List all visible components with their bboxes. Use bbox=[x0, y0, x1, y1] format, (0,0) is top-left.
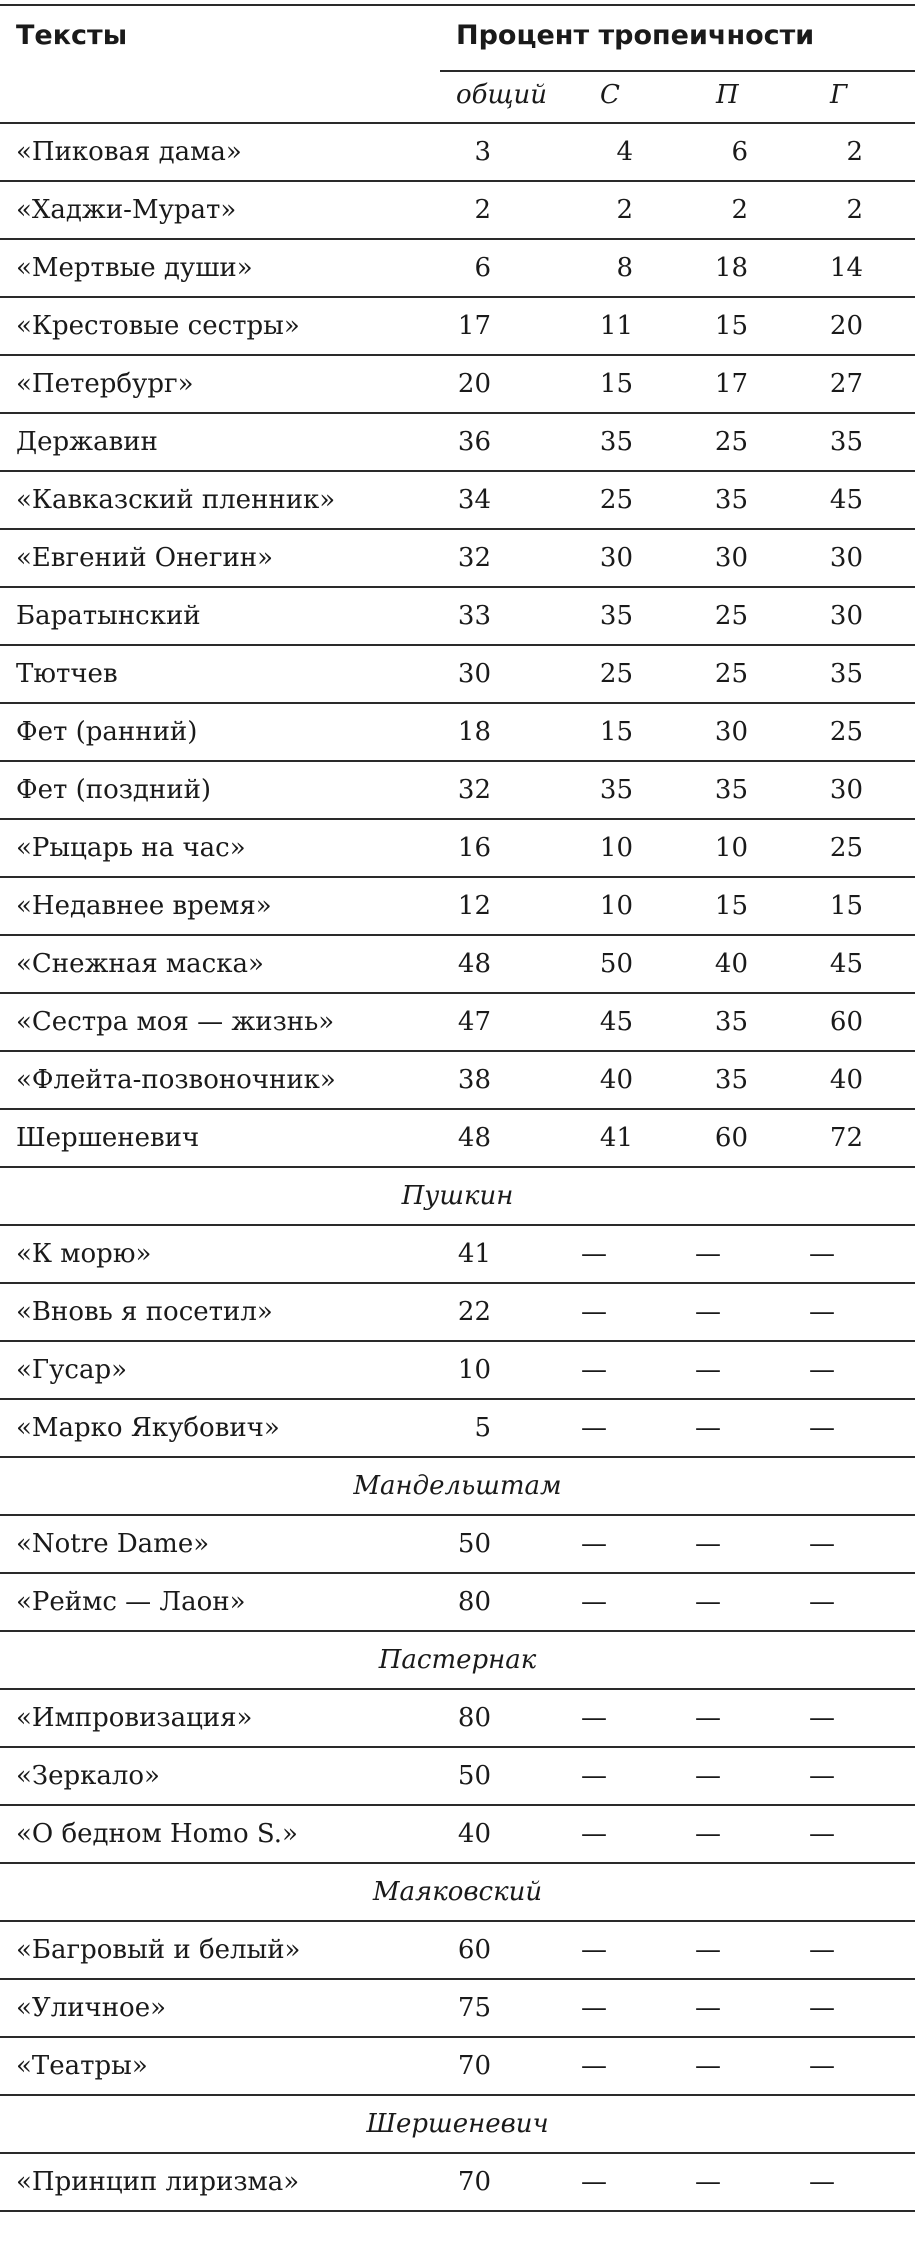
cell-s: 50 bbox=[599, 949, 633, 979]
cell-p: 30 bbox=[714, 543, 748, 573]
cell-total: 20 bbox=[457, 369, 491, 399]
cell-text-title: «Уличное» bbox=[16, 1993, 167, 2023]
cell-g: 27 bbox=[829, 369, 863, 399]
cell-total: 48 bbox=[457, 949, 491, 979]
table-row bbox=[0, 704, 915, 762]
cell-s: 15 bbox=[599, 717, 633, 747]
cell-text-title: «Вновь я посетил» bbox=[16, 1297, 273, 1327]
cell-total: 32 bbox=[457, 543, 491, 573]
cell-p: — bbox=[695, 1587, 721, 1617]
cell-s: — bbox=[581, 1355, 607, 1385]
cell-p: 25 bbox=[714, 659, 748, 689]
table-row bbox=[0, 1806, 915, 1864]
cell-p: — bbox=[695, 1819, 721, 1849]
cell-p: 30 bbox=[714, 717, 748, 747]
cell-text-title: «О бедном Homo S.» bbox=[16, 1819, 298, 1849]
cell-p: 40 bbox=[714, 949, 748, 979]
cell-g: — bbox=[809, 1355, 835, 1385]
cell-total: 80 bbox=[457, 1703, 491, 1733]
cell-p: — bbox=[695, 1935, 721, 1965]
cell-text-title: «Флейта-позвоночник» bbox=[16, 1065, 336, 1095]
cell-g: 30 bbox=[829, 601, 863, 631]
cell-text-title: «Импровизация» bbox=[16, 1703, 253, 1733]
table-row bbox=[0, 646, 915, 704]
cell-total: 22 bbox=[457, 1297, 491, 1327]
table-row bbox=[0, 472, 915, 530]
cell-s: 11 bbox=[599, 311, 633, 341]
cell-p: — bbox=[695, 1703, 721, 1733]
cell-s: 35 bbox=[599, 601, 633, 631]
cell-g: 20 bbox=[829, 311, 863, 341]
table-row bbox=[0, 936, 915, 994]
cell-s: 40 bbox=[599, 1065, 633, 1095]
table-row bbox=[0, 762, 915, 820]
cell-total: 30 bbox=[457, 659, 491, 689]
cell-text-title: «Кавказский пленник» bbox=[16, 485, 336, 515]
cell-s: — bbox=[581, 1819, 607, 1849]
cell-g: 25 bbox=[829, 833, 863, 863]
cell-text-title: «Мертвые души» bbox=[16, 253, 253, 283]
table-row bbox=[0, 182, 915, 240]
cell-total: 34 bbox=[457, 485, 491, 515]
cell-text-title: Тютчев bbox=[16, 659, 118, 689]
cell-g: — bbox=[809, 1239, 835, 1269]
cell-text-title: «Принцип лиризма» bbox=[16, 2167, 300, 2197]
cell-total: 38 bbox=[457, 1065, 491, 1095]
header-group-rule bbox=[440, 70, 915, 72]
cell-g: 40 bbox=[829, 1065, 863, 1095]
cell-total: 18 bbox=[457, 717, 491, 747]
cell-s: 10 bbox=[599, 891, 633, 921]
cell-g: — bbox=[809, 1761, 835, 1791]
section-row bbox=[0, 1458, 915, 1516]
cell-g: 45 bbox=[829, 949, 863, 979]
cell-s: — bbox=[581, 1761, 607, 1791]
cell-g: — bbox=[809, 2051, 835, 2081]
cell-p: — bbox=[695, 1993, 721, 2023]
cell-text-title: Фет (ранний) bbox=[16, 717, 198, 747]
cell-total: 5 bbox=[474, 1413, 491, 1443]
cell-s: 10 bbox=[599, 833, 633, 863]
cell-s: — bbox=[581, 1703, 607, 1733]
table-row bbox=[0, 124, 915, 182]
cell-p: 2 bbox=[731, 195, 748, 225]
cell-s: — bbox=[581, 1587, 607, 1617]
section-row bbox=[0, 2096, 915, 2154]
table-row bbox=[0, 820, 915, 878]
cell-p: 35 bbox=[714, 775, 748, 805]
header-sub-s: С bbox=[600, 80, 620, 110]
cell-s: — bbox=[581, 2051, 607, 2081]
cell-g: 60 bbox=[829, 1007, 863, 1037]
cell-p: 60 bbox=[714, 1123, 748, 1153]
header-sub-total: общий bbox=[456, 80, 548, 110]
cell-p: 35 bbox=[714, 1007, 748, 1037]
section-row bbox=[0, 1168, 915, 1226]
cell-total: 75 bbox=[457, 1993, 491, 2023]
cell-total: 41 bbox=[457, 1239, 491, 1269]
cell-total: 80 bbox=[457, 1587, 491, 1617]
cell-total: 6 bbox=[474, 253, 491, 283]
table-row bbox=[0, 1110, 915, 1168]
header-sub-p: П bbox=[716, 80, 739, 110]
cell-s: 25 bbox=[599, 659, 633, 689]
cell-total: 70 bbox=[457, 2167, 491, 2197]
cell-g: 15 bbox=[829, 891, 863, 921]
cell-text-title: «Крестовые сестры» bbox=[16, 311, 300, 341]
cell-s: 25 bbox=[599, 485, 633, 515]
cell-p: 17 bbox=[714, 369, 748, 399]
table-row bbox=[0, 994, 915, 1052]
cell-p: 35 bbox=[714, 485, 748, 515]
cell-p: 25 bbox=[714, 601, 748, 631]
table-row bbox=[0, 2038, 915, 2096]
table-row bbox=[0, 878, 915, 936]
header-group-label: Процент тропеичности bbox=[456, 20, 815, 51]
cell-g: — bbox=[809, 1993, 835, 2023]
cell-g: 45 bbox=[829, 485, 863, 515]
cell-total: 47 bbox=[457, 1007, 491, 1037]
cell-text-title: «Хаджи-Мурат» bbox=[16, 195, 237, 225]
header-texts-label: Тексты bbox=[16, 20, 128, 51]
table-header bbox=[0, 6, 915, 124]
cell-g: — bbox=[809, 1529, 835, 1559]
cell-s: — bbox=[581, 1297, 607, 1327]
cell-g: 35 bbox=[829, 659, 863, 689]
cell-g: 72 bbox=[829, 1123, 863, 1153]
table-row bbox=[0, 588, 915, 646]
cell-s: — bbox=[581, 1935, 607, 1965]
cell-text-title: «Пиковая дама» bbox=[16, 137, 242, 167]
table-body bbox=[0, 124, 915, 2212]
section-title: Мандельштам bbox=[353, 1471, 562, 1501]
cell-text-title: «Снежная маска» bbox=[16, 949, 264, 979]
cell-total: 36 bbox=[457, 427, 491, 457]
header-sub-g: Г bbox=[830, 80, 848, 110]
cell-total: 10 bbox=[457, 1355, 491, 1385]
cell-s: — bbox=[581, 2167, 607, 2197]
cell-text-title: «Петербург» bbox=[16, 369, 194, 399]
cell-text-title: «Реймс — Лаон» bbox=[16, 1587, 246, 1617]
cell-text-title: Фет (поздний) bbox=[16, 775, 212, 805]
cell-text-title: Державин bbox=[16, 427, 158, 457]
cell-text-title: «Недавнее время» bbox=[16, 891, 272, 921]
cell-p: — bbox=[695, 2051, 721, 2081]
cell-s: 2 bbox=[616, 195, 633, 225]
cell-g: 35 bbox=[829, 427, 863, 457]
cell-g: 30 bbox=[829, 775, 863, 805]
cell-total: 2 bbox=[474, 195, 491, 225]
cell-p: — bbox=[695, 1761, 721, 1791]
cell-p: — bbox=[695, 1355, 721, 1385]
table-row bbox=[0, 1574, 915, 1632]
cell-p: — bbox=[695, 1413, 721, 1443]
cell-total: 32 bbox=[457, 775, 491, 805]
cell-s: 35 bbox=[599, 775, 633, 805]
table-row bbox=[0, 1980, 915, 2038]
table-row bbox=[0, 1284, 915, 1342]
cell-text-title: Шершеневич bbox=[16, 1123, 200, 1153]
cell-text-title: «Гусар» bbox=[16, 1355, 128, 1385]
table-row bbox=[0, 2154, 915, 2212]
table-row bbox=[0, 240, 915, 298]
table-row bbox=[0, 298, 915, 356]
cell-p: — bbox=[695, 2167, 721, 2197]
cell-p: — bbox=[695, 1239, 721, 1269]
cell-total: 48 bbox=[457, 1123, 491, 1153]
cell-g: 14 bbox=[829, 253, 863, 283]
cell-text-title: «Театры» bbox=[16, 2051, 148, 2081]
cell-total: 17 bbox=[457, 311, 491, 341]
table-row bbox=[0, 1342, 915, 1400]
cell-s: — bbox=[581, 1993, 607, 2023]
table-row bbox=[0, 1052, 915, 1110]
cell-s: — bbox=[581, 1529, 607, 1559]
table-row bbox=[0, 356, 915, 414]
cell-g: 30 bbox=[829, 543, 863, 573]
cell-text-title: Баратынский bbox=[16, 601, 201, 631]
cell-s: 30 bbox=[599, 543, 633, 573]
cell-total: 60 bbox=[457, 1935, 491, 1965]
cell-g: 2 bbox=[846, 195, 863, 225]
cell-p: — bbox=[695, 1297, 721, 1327]
cell-g: — bbox=[809, 2167, 835, 2197]
cell-text-title: «Рыцарь на час» bbox=[16, 833, 246, 863]
section-row bbox=[0, 1632, 915, 1690]
table-row bbox=[0, 530, 915, 588]
section-title: Пастернак bbox=[378, 1645, 537, 1675]
cell-g: — bbox=[809, 1587, 835, 1617]
cell-text-title: «К морю» bbox=[16, 1239, 152, 1269]
cell-s: — bbox=[581, 1413, 607, 1443]
cell-s: — bbox=[581, 1239, 607, 1269]
table-row bbox=[0, 1400, 915, 1458]
table-row bbox=[0, 1226, 915, 1284]
cell-total: 50 bbox=[457, 1529, 491, 1559]
cell-s: 15 bbox=[599, 369, 633, 399]
cell-g: — bbox=[809, 1413, 835, 1443]
cell-g: — bbox=[809, 1935, 835, 1965]
cell-g: — bbox=[809, 1703, 835, 1733]
cell-p: 15 bbox=[714, 891, 748, 921]
cell-total: 70 bbox=[457, 2051, 491, 2081]
cell-total: 40 bbox=[457, 1819, 491, 1849]
cell-text-title: «Зеркало» bbox=[16, 1761, 160, 1791]
cell-text-title: «Notre Dame» bbox=[16, 1529, 210, 1559]
cell-p: — bbox=[695, 1529, 721, 1559]
cell-g: — bbox=[809, 1297, 835, 1327]
cell-p: 35 bbox=[714, 1065, 748, 1095]
cell-total: 12 bbox=[457, 891, 491, 921]
cell-s: 8 bbox=[616, 253, 633, 283]
section-title: Маяковский bbox=[372, 1877, 543, 1907]
table-row bbox=[0, 1516, 915, 1574]
cell-g: 25 bbox=[829, 717, 863, 747]
table-row bbox=[0, 1922, 915, 1980]
cell-p: 25 bbox=[714, 427, 748, 457]
cell-text-title: «Евгений Онегин» bbox=[16, 543, 274, 573]
cell-s: 35 bbox=[599, 427, 633, 457]
table-row bbox=[0, 1748, 915, 1806]
cell-p: 18 bbox=[714, 253, 748, 283]
cell-p: 15 bbox=[714, 311, 748, 341]
cell-total: 3 bbox=[474, 137, 491, 167]
section-row bbox=[0, 1864, 915, 1922]
cell-total: 16 bbox=[457, 833, 491, 863]
table-row bbox=[0, 414, 915, 472]
cell-total: 50 bbox=[457, 1761, 491, 1791]
cell-p: 10 bbox=[714, 833, 748, 863]
cell-s: 45 bbox=[599, 1007, 633, 1037]
section-title: Пушкин bbox=[401, 1181, 514, 1211]
cell-g: 2 bbox=[846, 137, 863, 167]
section-title: Шершеневич bbox=[366, 2109, 549, 2139]
cell-text-title: «Марко Якубович» bbox=[16, 1413, 280, 1443]
cell-p: 6 bbox=[731, 137, 748, 167]
cell-g: — bbox=[809, 1819, 835, 1849]
table-row bbox=[0, 1690, 915, 1748]
cell-s: 41 bbox=[599, 1123, 633, 1153]
cell-text-title: «Багровый и белый» bbox=[16, 1935, 301, 1965]
cell-text-title: «Сестра моя — жизнь» bbox=[16, 1007, 335, 1037]
cell-total: 33 bbox=[457, 601, 491, 631]
cell-s: 4 bbox=[616, 137, 633, 167]
